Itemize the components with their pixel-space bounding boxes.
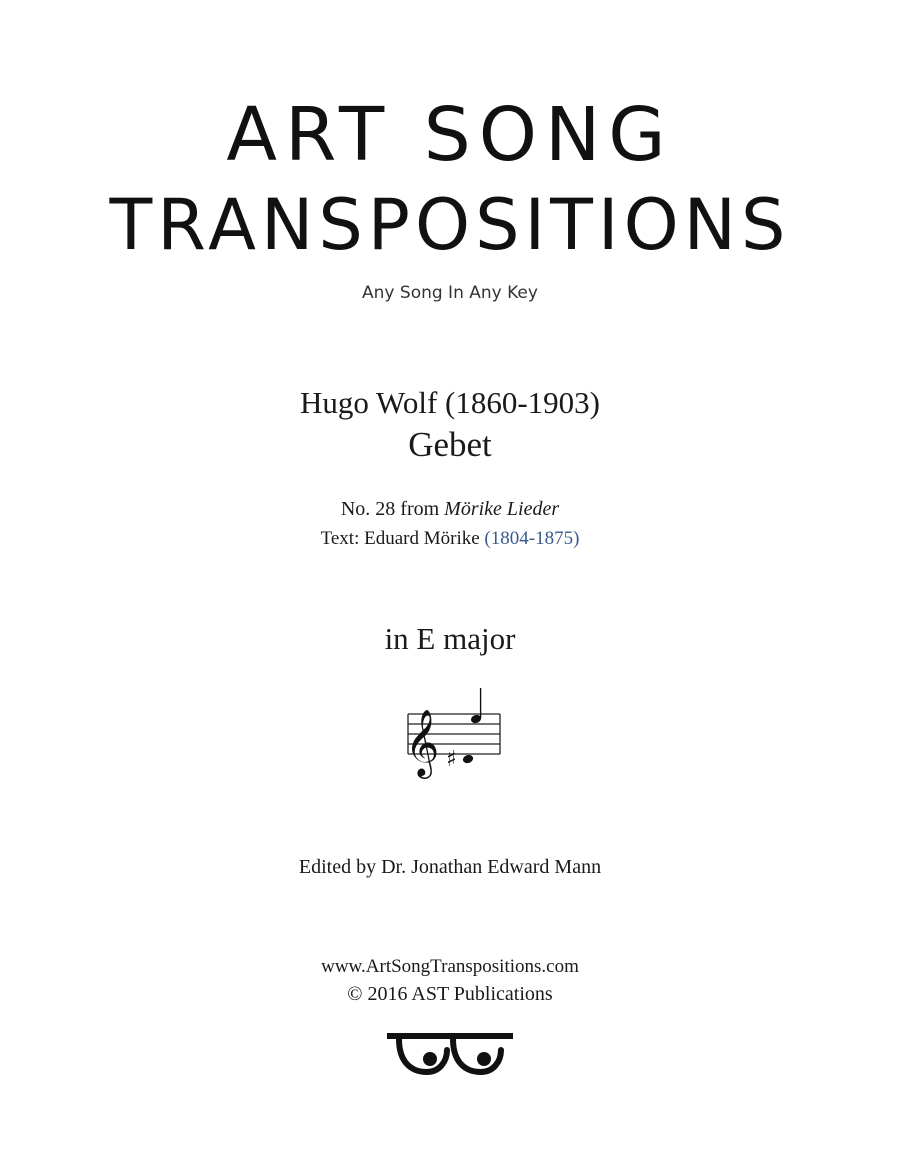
text-credit: Text: Eduard Mörike (1804-1875) bbox=[320, 528, 580, 549]
low-note bbox=[462, 753, 475, 764]
publisher-logo-icon bbox=[385, 1030, 515, 1076]
song-title: Gebet bbox=[408, 425, 492, 464]
brand-title-line-2: TRANSPOSITIONS bbox=[109, 184, 791, 266]
sharp-accidental-icon: ♯ bbox=[446, 747, 457, 772]
high-note bbox=[470, 688, 483, 725]
brand-title-line-1: ART SONG bbox=[226, 92, 674, 178]
treble-clef-icon: 𝄞 bbox=[405, 708, 440, 776]
composer-name: Hugo Wolf (1860-1903) bbox=[299, 385, 600, 420]
key-label: in E major bbox=[384, 621, 516, 656]
brand-tagline: Any Song In Any Key bbox=[362, 283, 538, 303]
website-url: www.ArtSongTranspositions.com bbox=[321, 956, 579, 977]
collection-info: No. 28 from Mörike Lieder bbox=[340, 498, 560, 520]
collection-name: Mörike Lieder bbox=[444, 498, 560, 520]
editor-credit: Edited by Dr. Jonathan Edward Mann bbox=[298, 856, 602, 878]
copyright-notice: © 2016 AST Publications bbox=[347, 983, 553, 1005]
poet-dates: (1804-1875) bbox=[484, 528, 580, 549]
vocal-range-staff bbox=[380, 680, 520, 780]
